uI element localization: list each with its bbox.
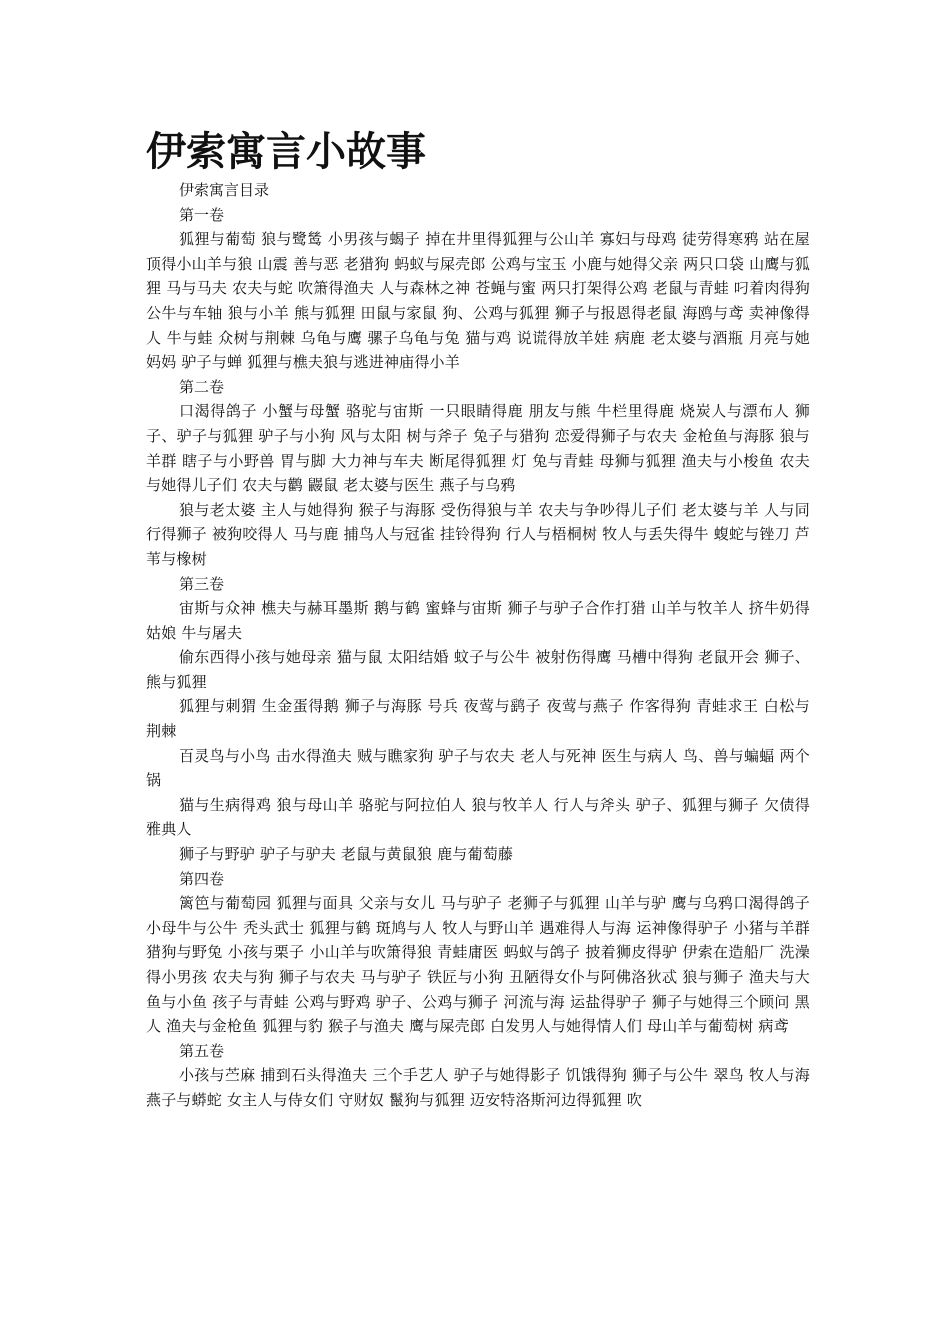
section-heading: 第五卷 bbox=[179, 1041, 225, 1060]
story-list-paragraph: 狼与老太婆 主人与她得狗 猴子与海豚 受伤得狼与羊 农夫与争吵得儿子们 老太婆与羊 人与同行得狮子 被狗咬得人 马与鹿 捕鸟人与冠雀 挂铃得狗 行人与梧桐树 牧人与丢失得牛 蝮蛇与锉刀 芦苇与橡树 bbox=[146, 500, 810, 568]
story-list-paragraph: 小孩与苎麻 捕到石头得渔夫 三个手艺人 驴子与她得影子 饥饿得狗 狮子与公牛 翠鸟 牧人与海 燕子与蟒蛇 女主人与侍女们 守财奴 鬣狗与狐狸 迈安特洛斯河边得狐狸 吹 bbox=[146, 1066, 810, 1109]
story-list-paragraph: 口渴得鸽子 小蟹与母蟹 骆驼与宙斯 一只眼睛得鹿 朋友与熊 牛栏里得鹿 烧炭人与漂布人 狮子、驴子与狐狸 驴子与小狗 风与太阳 树与斧子 兔子与猎狗 恋爱得狮子与农夫 金枪鱼与海豚 狼与羊群 瞎子与小野兽 胃与脚 大力神与车夫 断尾得狐狸 灯 兔与青蛙 母狮与狐狸 渔夫与小梭鱼 农夫与她得儿子们 农夫与鹳 鼹鼠 老太婆与医生 燕子与乌鸦 bbox=[146, 402, 810, 495]
document-body bbox=[146, 178, 810, 1113]
story-list-paragraph: 狐狸与葡萄 狼与鹭鸶 小男孩与蝎子 掉在井里得狐狸与公山羊 寡妇与母鸡 徒劳得寒鸦 站在屋顶得小山羊与狼 山震 善与恶 老猎狗 蚂蚁与屎壳郎 公鸡与宝玉 小鹿与她得父亲 两只口袋 山鹰与狐狸 马与马夫 农夫与蛇 吹箫得渔夫 人与森林之神 苍蝇与蜜 两只打架得公鸡 老鼠与青蛙 叼着肉得狗 公牛与车轴 狼与小羊 熊与狐狸 田鼠与家鼠 狗、公鸡与狐狸 狮子与报恩得老鼠 海鸥与鸢 卖神像得人 牛与蛙 众树与荆棘 乌龟与鹰 骡子乌龟与兔 猫与鸡 说谎得放羊娃 病鹿 老太婆与酒瓶 月亮与她妈妈 驴子与蝉 狐狸与樵夫狼与逃进神庙得小羊 bbox=[146, 230, 810, 372]
story-list-paragraph: 百灵鸟与小鸟 击水得渔夫 贼与瞧家狗 驴子与农夫 老人与死神 医生与病人 鸟、兽与蝙蝠 两个 锅 bbox=[146, 746, 810, 790]
section-heading: 第四卷 bbox=[179, 869, 225, 888]
section-heading: 第三卷 bbox=[179, 574, 225, 593]
story-list-paragraph: 狮子与野驴 驴子与驴夫 老鼠与黄鼠狼 鹿与葡萄藤 bbox=[179, 845, 514, 864]
story-list-paragraph: 宙斯与众神 樵夫与赫耳墨斯 鹅与鹤 蜜蜂与宙斯 狮子与驴子合作打猎 山羊与牧羊人 挤牛奶得姑娘 牛与屠夫 bbox=[146, 599, 810, 642]
story-list-paragraph: 篱笆与葡萄园 狐狸与面具 父亲与女儿 马与驴子 老狮子与狐狸 山羊与驴 鹰与乌鸦口渴得鸽子 小母牛与公牛 秃头武士 狐狸与鹤 斑鸠与人 牧人与野山羊 遇难得人与海 运神像得驴子 小猪与羊群 猎狗与野兔 小孩与栗子 小山羊与吹箫得狼 青蛙庸医 蚂蚁与鸽子 披着狮皮得驴 伊索在造船厂 洗澡得小男孩 农夫与狗 狮子与农夫 马与驴子 铁匠与小狗 丑陋得女仆与阿佛洛狄忒 狼与狮子 渔夫与大鱼与小鱼 孩子与青蛙 公鸡与野鸡 驴子、公鸡与狮子 河流与海 运盐得驴子 狮子与她得三个顾问 黑人 渔夫与金枪鱼 狐狸与豹 猴子与渔夫 鹰与屎壳郎 白发男人与她得情人们 母山羊与葡萄树 病鸢 bbox=[146, 894, 810, 1036]
page-title: 伊索寓言小故事 bbox=[146, 129, 426, 175]
section-heading: 第一卷 bbox=[179, 205, 225, 224]
story-list-paragraph: 猫与生病得鸡 狼与母山羊 骆驼与阿拉伯人 狼与牧羊人 行人与斧头 驴子、狐狸与狮子 欠债得雅典人 bbox=[146, 795, 810, 839]
story-list-paragraph: 偷东西得小孩与她母亲 猫与鼠 太阳结婚 蚊子与公牛 被射伤得鹰 马槽中得狗 老鼠开会 狮子、熊与狐狸 bbox=[146, 648, 810, 691]
story-list-paragraph: 狐狸与刺猬 生金蛋得鹅 狮子与海豚 号兵 夜莺与鹞子 夜莺与燕子 作客得狗 青蛙求王 白松与荆棘 bbox=[146, 697, 810, 741]
section-heading: 第二卷 bbox=[179, 377, 225, 396]
document-page bbox=[146, 128, 810, 1113]
section-heading: 伊索寓言目录 bbox=[179, 181, 270, 199]
